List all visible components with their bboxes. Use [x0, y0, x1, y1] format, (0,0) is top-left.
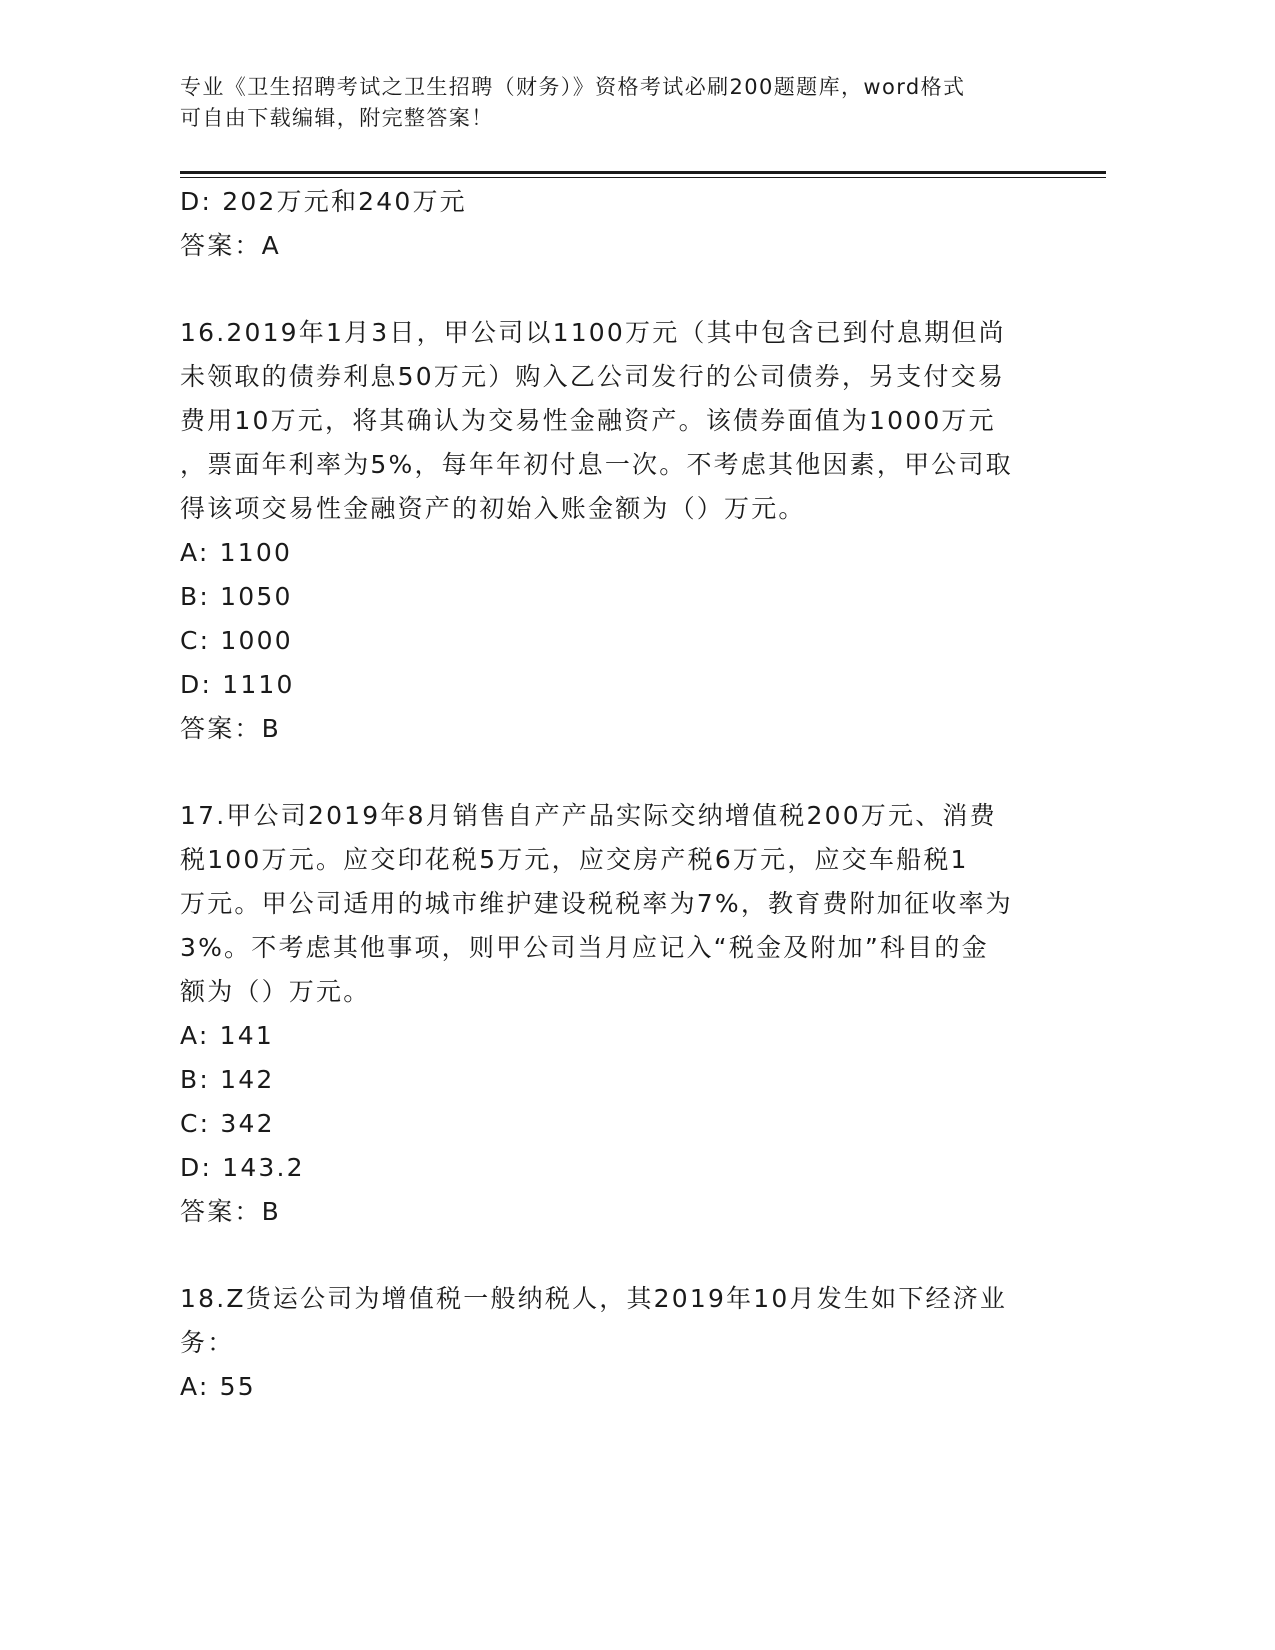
- option-c: C: 1000: [180, 626, 293, 655]
- option-b: B: 1050: [180, 582, 293, 611]
- question-text-line: 3%。不考虑其他事项，则甲公司当月应记入“税金及附加”科目的金: [180, 933, 989, 962]
- header-rule-thick: [180, 171, 1106, 174]
- question-text-line: 16.2019年1月3日，甲公司以1100万元（其中包含已到付息期但尚: [180, 318, 1006, 347]
- question-text-line: 额为（）万元。: [180, 977, 371, 1006]
- document-header: [180, 72, 1060, 134]
- option-b: B: 142: [180, 1065, 275, 1094]
- header-rule-thin: [180, 177, 1106, 178]
- document-body: [180, 180, 1040, 1409]
- option-d: D: 202万元和240万元: [180, 187, 467, 216]
- question-16: [180, 311, 1040, 751]
- question-18: [180, 1277, 1040, 1409]
- option-a: A: 1100: [180, 538, 293, 567]
- question-text-line: 17.甲公司2019年8月销售自产产品实际交纳增值税200万元、消费: [180, 801, 997, 830]
- question-text-line: 万元。甲公司适用的城市维护建设税税率为7%，教育费附加征收率为: [180, 889, 1013, 918]
- option-a: A: 55: [180, 1372, 256, 1401]
- answer: 答案：B: [180, 1197, 281, 1226]
- question-text-line: 未领取的债券利息50万元）购入乙公司发行的公司债券，另支付交易: [180, 362, 1006, 391]
- question-text-line: 费用10万元，将其确认为交易性金融资产。该债券面值为1000万元: [180, 406, 996, 435]
- option-d: D: 1110: [180, 670, 295, 699]
- question-text-line: ，票面年利率为5%，每年年初付息一次。不考虑其他因素，甲公司取: [180, 450, 1013, 479]
- question-text-line: 务：: [180, 1328, 235, 1357]
- question-17: [180, 794, 1040, 1234]
- answer: 答案：A: [180, 231, 281, 260]
- question-text-line: 税100万元。应交印花税5万元，应交房产税6万元，应交车船税1: [180, 845, 969, 874]
- option-d: D: 143.2: [180, 1153, 305, 1182]
- header-line-1: 专业《卫生招聘考试之卫生招聘（财务）》资格考试必刷200题题库，word格式: [180, 75, 966, 99]
- option-c: C: 342: [180, 1109, 275, 1138]
- header-line-2: 可自由下载编辑，附完整答案！: [180, 106, 494, 130]
- answer: 答案：B: [180, 714, 281, 743]
- option-a: A: 141: [180, 1021, 274, 1050]
- question-text-line: 得该项交易性金融资产的初始入账金额为（）万元。: [180, 494, 806, 523]
- question-text-line: 18.Z货运公司为增值税一般纳税人，其2019年10月发生如下经济业: [180, 1284, 1008, 1313]
